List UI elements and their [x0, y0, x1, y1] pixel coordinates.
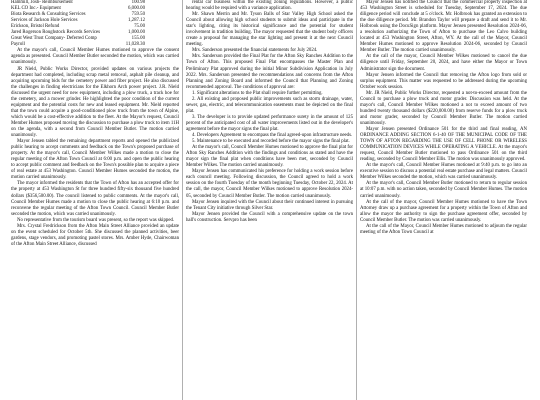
payment-ledger	[11, 0, 179, 48]
ledger-amount: 6,000.00	[128, 6, 145, 12]
minutes-paragraph: Mrs. Sanderson presented the financial statements for July 2024.	[192, 48, 318, 54]
condition-item: 3. The developer is to provide updated performance surety in the amount of 125 percent of the anticipated cost of all water improvements listed out in the developer's agreement before the mayor signs the final plat.	[186, 114, 353, 132]
minutes-paragraph: No representative from the tourism board was present, so the report was skipped.	[17, 217, 175, 223]
minutes-paragraph: At the call of the mayor, Council Member Humes motioned to have the Town Attorney draw up a purchase agreement for a property within the Town of Afton and allow the mayor the authority to sign the purchase agreement offer, seconded by Council Member Butler. The motion was carried unanimously.	[360, 199, 527, 223]
ledger-payee: Erickson, Bristol Refund	[11, 24, 60, 30]
minutes-paragraph: Mayor Jensen informed the Council that removing the Afton logo from sold or surplus equipment. This matter was requested to be addressed during the upcoming October work session.	[360, 72, 527, 90]
minutes-paragraph: Mr. Shawn Merrin and Mr. Tyson Balls of Star Valley High School asked the Council about allowing high school students to submit ideas and participate in the star's lighting, citing its historical significance and the potential for student involvement in tradition building. The mayor requested that the student body officers create a proposal for managing the star lighting and present it at the next Council meeting.	[186, 12, 353, 48]
column-2	[182, 0, 356, 400]
minutes-paragraph: At the mayor's call, Council Member Butler motioned to return to regular session at 10:07 p.m. with no action taken, seconded by Council Member Humes. The motion carried unanimously.	[360, 181, 527, 199]
minutes-paragraph: At the call of the Mayor, Council Member Humes motioned to adjourn the regular meeting of the Afton Town Council at	[360, 223, 527, 235]
ledger-payee: Payroll	[11, 42, 25, 48]
condition-item: 1. Significant alterations to the Plat shall require further permitting.	[192, 90, 323, 96]
minutes-paragraph: At the mayor's call, Council Member Humes motioned at 9:40 p.m. to go into an executive session to discuss a potential real estate purchase and legal matters. Council Member Wilkes seconded the motion, which was carried unanimously.	[360, 163, 527, 181]
ledger-amount: 75.00	[134, 24, 145, 30]
ledger-payee: Jared Rogerson Roughstock Records Services	[11, 30, 101, 36]
minutes-paragraph: At the mayor's call, Council Member Humes motioned to approve the final plat for Afton Sky Ranches Addition with the findings and conditions as stated and have the mayor sign the final plat when conditions have been met, seconded by Council Member Wilkes. The motion carried unanimously.	[186, 145, 353, 169]
condition-item: 4. Developers Agreement to encompass the final agreed-upon infrastructure needs.	[192, 133, 353, 139]
minutes-paragraph: Mayor Jensen presented Ordinance 501 for the third and final reading, AN ORDINANCE ADDING SECTION 6-1-40 OF THE MUNICIPAL CODE OF THE TOWN OF AFTON REGARDING THE USE OF CELL PHONE OR WIRELESS COMMUNICATION DEVICES WHILE OPERATING A VEHICLE. At the mayor's request, Council Member Butler motioned to pass Ordinance 501 on the third reading, seconded by Council Member Ellis. The motion was unanimously approved.	[360, 126, 527, 163]
column-1	[8, 0, 182, 400]
condition-item: 5. Maintenance to be executed and recorded before the mayor signs the final plat.	[192, 139, 350, 145]
minutes-paragraph: Mayor Jensen has communicated his preference for holding a work session before each council meeting. Following discussion, the Council agreed to hold a work session on the fourth Tuesday of the month beginning Tuesday, October 22, 2024. At the call, the mayor, Council Member Wilkes motioned to approve Resolution 2024-05, seconded by Council Member Butler. The motion carried unanimously.	[186, 169, 353, 199]
ledger-amount: 1,000.00	[128, 30, 145, 36]
minutes-paragraph: Mayor Jensen has notified the Council that the commercial property inspection at 453 Washington Street is scheduled for Tuesday, September 17, 2024. The due diligence period will conclude at 5 o'clock. Mr. Holbrook has granted an extension to the due diligence period. Mr. Brandon Taylor will prepare a draft and send it to Mr. Holbrook using the DocuSign platform. Mayor Jensen presented Resolution 2024-06, a resolution authorizing the Town of Afton to purchase the Leo Calvo building located at 453 Washington Street, Afton, WY. At the call of the Mayor, Council Member Humes motioned to approve Resolution 2024-06, seconded by Council Member Butler. The motion carried unanimously.	[360, 0, 527, 54]
minutes-paragraph: Mayor Jensen provided the Council with a comprehensive update on the town hall's construction. Servpro has been	[186, 211, 353, 223]
ledger-amount: 100.98	[131, 0, 145, 5]
ledger-amount: 155.00	[131, 36, 145, 42]
column-3	[356, 0, 530, 400]
minutes-paragraph: rental car business within the existing zoning regulations. However, a public hearing would be required with a variance application.	[186, 0, 353, 12]
ledger-payee: Services of Jackson Hole Services	[11, 18, 78, 24]
minutes-paragraph: Mrs. Sanderson provided the Final Plat for the Afton Sky Ranches Addition to the Town of Afton. This proposed Final Plat encompasses the Master Plan and Preliminary Plat approved during the initial Minor Subdivision Application in July 2022. Mrs. Sanderson presented the recommendations and concerns from the Afton Planning and Zoning Board and informed the Council that Planning and Zoning recommended approval. The conditions of approval are:	[186, 54, 353, 90]
ledger-payee: Great West Trust Company- Deferred Comp	[11, 36, 97, 42]
minutes-paragraph: JR Nield, Public Works Director, provided updates on various projects the department had completed, including scrap metal removal, asphalt pile cleanup, and acquiring upcoming bids for the cemetery power and fiber project. He also discussed the challenges in finding electricians for the Elkhorn Arch power project. J.R. Nield discussed the urgent need for new equipment, including a plow truck, a track hoe for the cemetery, and a mower grinder. He highlighted the poor condition of the current equipment and the potential costs for new and leased equipment. Mr. Nield reported that the town could acquire a good-conditioned plow truck from the town of Alpine, which would be a cost-effective addition to the fleet. At the Mayor's request, Council Member Humes proposed moving the discussion to purchase a plow truck to item 11H on the agenda, with a second from Council Member Butler. The motion carried unanimously.	[11, 66, 179, 139]
ledger-payee: KEL CO Inc.- Equipment	[11, 6, 61, 12]
ledger-amount: 759.50	[131, 12, 145, 18]
minutes-paragraph: Mayor Jensen inquired with the Council about their continued interest in pursuing the Tenant City initiative through Silver Star.	[186, 199, 353, 211]
ledger-amount: 1,287.12	[128, 18, 145, 24]
ledger-payee: Hammill, Josh- Reimbursement	[11, 0, 73, 5]
minutes-paragraph: Mr. JR Nield, Public Works Director, requested a not-to-exceed amount from the Council to purchase a plow truck and motor grader. Discussion was held. At the mayor's call, Council Member Wilkes motioned a not to exceed amount of two hundred twenty thousand dollars ($220,000.00) from reserve funds for a plow truck and motor grader, seconded by Council Member Butler. The motion carried unanimously.	[360, 90, 527, 126]
minutes-paragraph: At the call of the mayor, Council Member Wilkes motioned to cancel the due diligence until Friday, September 20, 2024, and have either the Mayor or Town Administrator sign the document.	[360, 54, 527, 72]
minutes-paragraph: Mrs. Crystal Fredrickson from the Afton Main Street Alliance provided an update on the event scheduled for October 5th. She discussed the planned activities, beer gardens, stage vendors, and promoting pastel stores. Mrs. Amber Hyde, Chairwoman of the Afton Main Street Alliance, discussed	[11, 223, 179, 247]
minutes-paragraph: At the mayor's call, Council Member Humes motioned to approve the consent agenda as presented. Council Member Butler seconded the motion, which was carried unanimously.	[11, 48, 179, 66]
ledger-payee: Biota Research & Consulting Services	[11, 12, 86, 18]
minutes-paragraph: Mayor Jensen tabled the remaining department reports and opened the publicized public hearing to accept comments and feedback on the Town's proposed purchase of property. At the mayor's call, Council Member Wilkes made a motion to close the regular meeting of the Afton Town Council at 6:00 p.m. and open the public hearing to accept public comment and feedback on the Town's possible plan to acquire a piece of real estate at 453 Washington. Council Member Humes seconded the motion, the motion carried unanimously.	[11, 139, 179, 181]
ledger-amount: 11,028.30	[125, 42, 145, 48]
minutes-paragraph: The mayor informed the residents that the Town of Afton has an accepted offer for the property at 453 Washington St for three hundred fifty-six thousand five hundred dollars ($356,500.00). The council listened to public comments. At the mayor's call, Council Member Humes made a motion to close the public hearing at 6:10 p.m. and reconvene the regular meeting of the Afton Town Council. Council Member Butler seconded the motion, which was carried unanimously.	[11, 181, 179, 217]
condition-item: 2. All existing and proposed public improvements such as storm drainage, water, sewer, gas, electric, and telecommunication easements must be depicted on the final plat.	[186, 96, 353, 114]
